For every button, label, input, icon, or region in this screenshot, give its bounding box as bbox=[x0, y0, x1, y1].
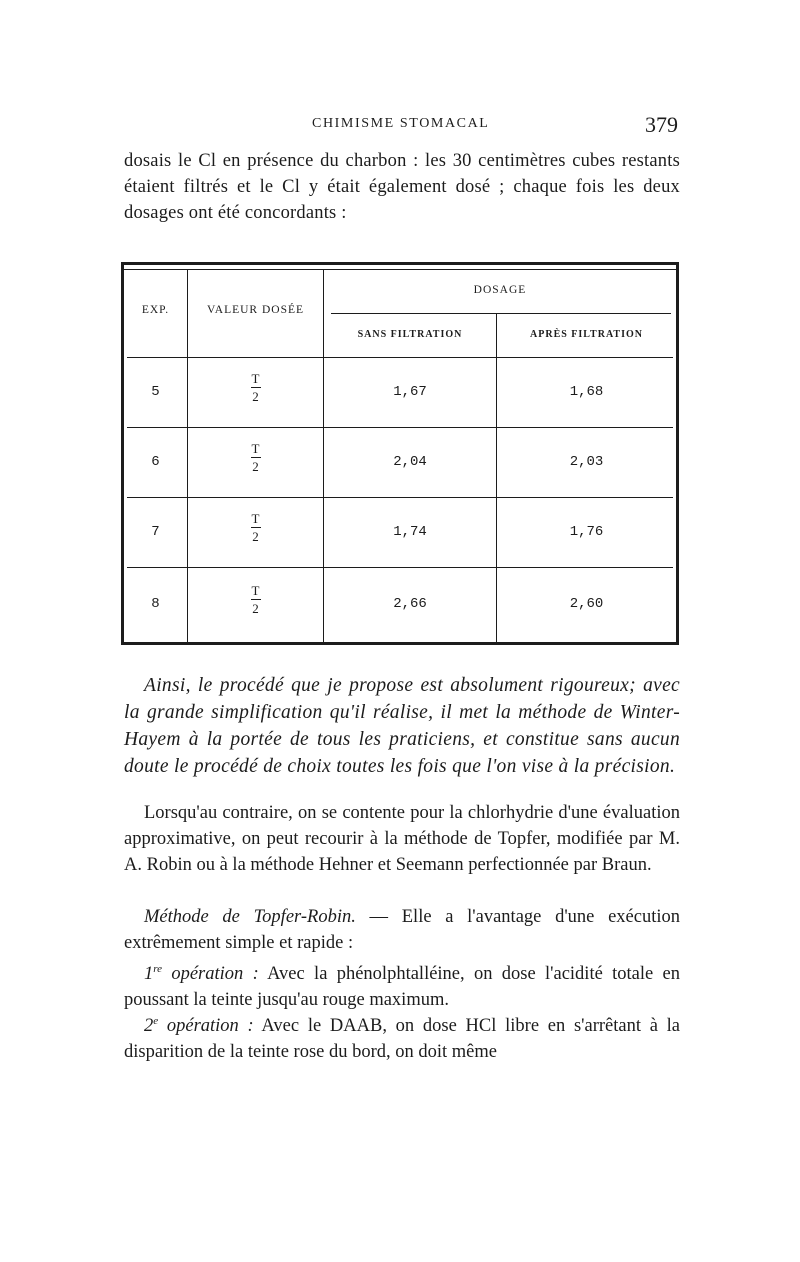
cell-apres: 2,03 bbox=[569, 454, 604, 470]
cell-apres: 1,76 bbox=[569, 524, 604, 540]
conclusion-paragraph bbox=[124, 672, 680, 780]
cell-sans: 2,04 bbox=[393, 454, 427, 470]
op2-text-before: Avec le bbox=[253, 1016, 330, 1037]
fraction bbox=[251, 512, 261, 543]
fraction bbox=[251, 442, 261, 473]
col-header-dosage: DOSAGE bbox=[473, 284, 527, 296]
fraction-numerator: T bbox=[251, 371, 260, 386]
op2-label-text: opération : bbox=[158, 1016, 254, 1037]
running-title: CHIMISME STOMACAL bbox=[312, 116, 490, 131]
op2-reagent: DAAB bbox=[329, 1016, 383, 1037]
col-header-sans: SANS FILTRATION bbox=[357, 329, 463, 340]
header-bottom-rule bbox=[127, 357, 673, 358]
fraction-numerator: T bbox=[251, 583, 260, 598]
intro-paragraph: dosais le Cl en présence du charbon : les 30 centimètres cubes restants étaient filtrés et le Cl y était également dosé ; chaque fois les deux dosages ont été concordants : bbox=[124, 151, 680, 223]
table-right-border bbox=[676, 262, 679, 645]
op1-number: 1 bbox=[144, 964, 154, 985]
conclusion-text: Ainsi, le procédé que je propose est absolument rigoureux; avec la grande simplification qu'il réalise, il met la méthode de Winter-Hayem à la portée de tous les praticiens, et constitue sans aucun doute le procédé de choix toutes les fois que l'on vise à la précision. bbox=[124, 675, 680, 777]
cell-sans: 1,67 bbox=[393, 384, 427, 400]
cell-exp: 7 bbox=[151, 524, 160, 540]
dosage-table bbox=[121, 262, 679, 648]
method-title: Méthode de Topfer-Robin. bbox=[144, 907, 356, 927]
col-header-apres: APRÈS FILTRATION bbox=[530, 329, 643, 340]
fraction-denominator: 2 bbox=[252, 529, 259, 544]
cell-apres: 1,68 bbox=[569, 384, 604, 400]
fraction-bar bbox=[251, 457, 261, 458]
cell-valeur bbox=[188, 440, 323, 473]
method-text: — Elle a l'avantage d'une exécution extrêmement simple et rapide : bbox=[124, 907, 680, 953]
op1-label bbox=[144, 964, 259, 984]
method-paragraph bbox=[124, 904, 680, 956]
op2-number: 2 bbox=[144, 1016, 154, 1037]
col-header-exp: EXP. bbox=[141, 304, 170, 316]
fraction-denominator: 2 bbox=[252, 459, 259, 474]
fraction-numerator: T bbox=[251, 511, 260, 526]
operation-2-paragraph bbox=[124, 1008, 680, 1065]
fraction-denominator: 2 bbox=[252, 601, 259, 616]
cell-valeur bbox=[188, 510, 323, 543]
topfer-text: Lorsqu'au contraire, on se contente pour la chlorhydrie d'une évaluation approximative, on peut recourir à la méthode de Topfer, modifiée par M. A. Robin ou à la méthode Hehner et Seemann perfectionnée par Braun. bbox=[124, 803, 680, 875]
fraction-numerator: T bbox=[251, 441, 260, 456]
fraction-denominator: 2 bbox=[252, 389, 259, 404]
cell-sans: 2,66 bbox=[393, 596, 427, 612]
dosage-brace-rule bbox=[331, 313, 671, 314]
op2-text-after: , on dose HCl libre en s'arrêtant à la disparition de la teinte rose du bord, on doit même bbox=[124, 1016, 680, 1063]
table-top-rule bbox=[121, 262, 679, 265]
fraction bbox=[251, 372, 261, 403]
fraction-bar bbox=[251, 387, 261, 388]
table-bottom-rule bbox=[121, 642, 679, 645]
fraction-bar bbox=[251, 599, 261, 600]
fraction-bar bbox=[251, 527, 261, 528]
cell-apres: 2,60 bbox=[569, 596, 604, 612]
table-top-rule-thin bbox=[121, 269, 679, 270]
op1-label-text: opération : bbox=[162, 964, 259, 985]
cell-exp: 6 bbox=[151, 454, 160, 470]
op1-ordinal: re bbox=[153, 963, 163, 975]
op2-label bbox=[144, 1016, 254, 1036]
col-sep-3 bbox=[496, 314, 497, 642]
cell-exp: 8 bbox=[151, 596, 160, 612]
cell-sans: 1,74 bbox=[393, 524, 427, 540]
col-header-valeur: VALEUR DOSÉE bbox=[206, 304, 305, 316]
fraction bbox=[251, 584, 261, 615]
topfer-paragraph bbox=[124, 800, 680, 878]
operation-1-paragraph bbox=[124, 956, 680, 1013]
row-sep-2 bbox=[127, 497, 673, 498]
row-sep-1 bbox=[127, 427, 673, 428]
page-number: 379 bbox=[645, 112, 678, 137]
page-header bbox=[124, 112, 682, 140]
row-sep-3 bbox=[127, 567, 673, 568]
op2-ordinal: e bbox=[153, 1015, 159, 1027]
cell-valeur bbox=[188, 582, 323, 615]
op1-text: Avec la phénolphtalléine, on dose l'acidité totale en poussant la teinte jusqu'au rouge maximum. bbox=[124, 964, 680, 1011]
cell-valeur bbox=[188, 370, 323, 403]
cell-exp: 5 bbox=[151, 384, 160, 400]
